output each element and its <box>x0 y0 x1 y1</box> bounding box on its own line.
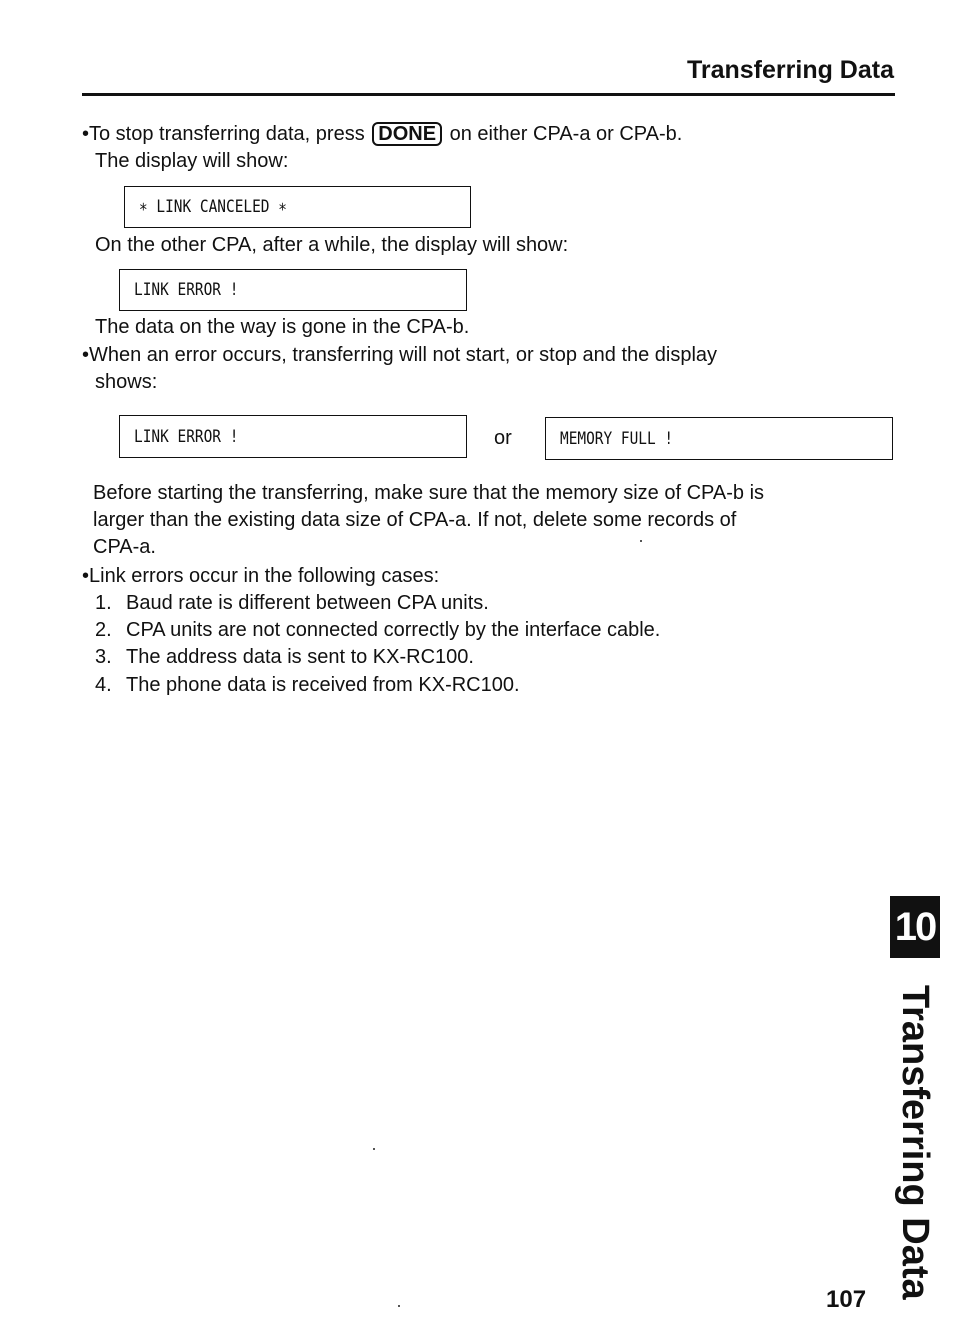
cases-intro: •Link errors occur in the following cases: <box>82 565 440 587</box>
memory-paragraph-line1: Before starting the transferring, make sure that the memory size of CPA-b is <box>93 482 765 504</box>
lcd-display-memory-full <box>545 417 893 460</box>
list-item-text: CPA units are not connected correctly by the interface cable. <box>126 619 661 641</box>
list-item <box>95 672 520 699</box>
display-intro: The display will show: <box>95 150 289 172</box>
lcd-display-link-error <box>119 269 467 311</box>
list-item-number: 1. <box>95 592 112 614</box>
stop-instruction <box>82 121 682 148</box>
lcd-display-link-error-2 <box>119 415 467 458</box>
error-bullet: •When an error occurs, transferring will not start, or stop and the display <box>82 344 718 366</box>
memory-paragraph-line2: larger than the existing data size of CPA-a. If not, delete some records of <box>93 509 737 531</box>
lcd-text: ∗ LINK CANCELED ∗ <box>139 197 287 217</box>
or-label: or <box>494 427 512 449</box>
list-item-number: 3. <box>95 646 112 668</box>
lcd-text: MEMORY FULL ! <box>560 428 674 449</box>
side-chapter-title: Transferring Data <box>894 985 936 1300</box>
page-header-title: Transferring Data <box>686 56 894 84</box>
list-item-text: Baud rate is different between CPA units. <box>126 592 489 614</box>
list-item-text: The address data is sent to KX-RC100. <box>126 646 474 668</box>
print-speck <box>640 540 642 542</box>
list-item-text: The phone data is received from KX-RC100. <box>126 674 520 696</box>
lcd-text: LINK ERROR ! <box>134 280 239 300</box>
stop-instruction-text: •To stop transferring data, press <box>82 123 365 145</box>
lcd-text: LINK ERROR ! <box>134 426 239 447</box>
list-item <box>95 590 489 617</box>
data-gone-text: The data on the way is gone in the CPA-b. <box>95 316 470 338</box>
lcd-display-link-canceled <box>124 186 471 228</box>
other-cpa-text: On the other CPA, after a while, the display will show: <box>95 234 569 256</box>
print-speck <box>373 1148 375 1150</box>
stop-instruction-tail: on either CPA-a or CPA-b. <box>449 123 683 145</box>
chapter-tab: 10 <box>890 896 940 958</box>
list-item-number: 2. <box>95 619 112 641</box>
error-bullet-cont: shows: <box>95 371 158 393</box>
list-item <box>95 644 474 671</box>
list-item-number: 4. <box>95 674 112 696</box>
done-key-icon: DONE <box>372 122 442 146</box>
header-rule <box>82 93 895 96</box>
memory-paragraph-line3: CPA-a. <box>93 536 156 558</box>
list-item <box>95 617 661 644</box>
side-title-container <box>885 985 945 1300</box>
page-number: 107 <box>826 1286 867 1313</box>
print-speck <box>398 1305 400 1307</box>
